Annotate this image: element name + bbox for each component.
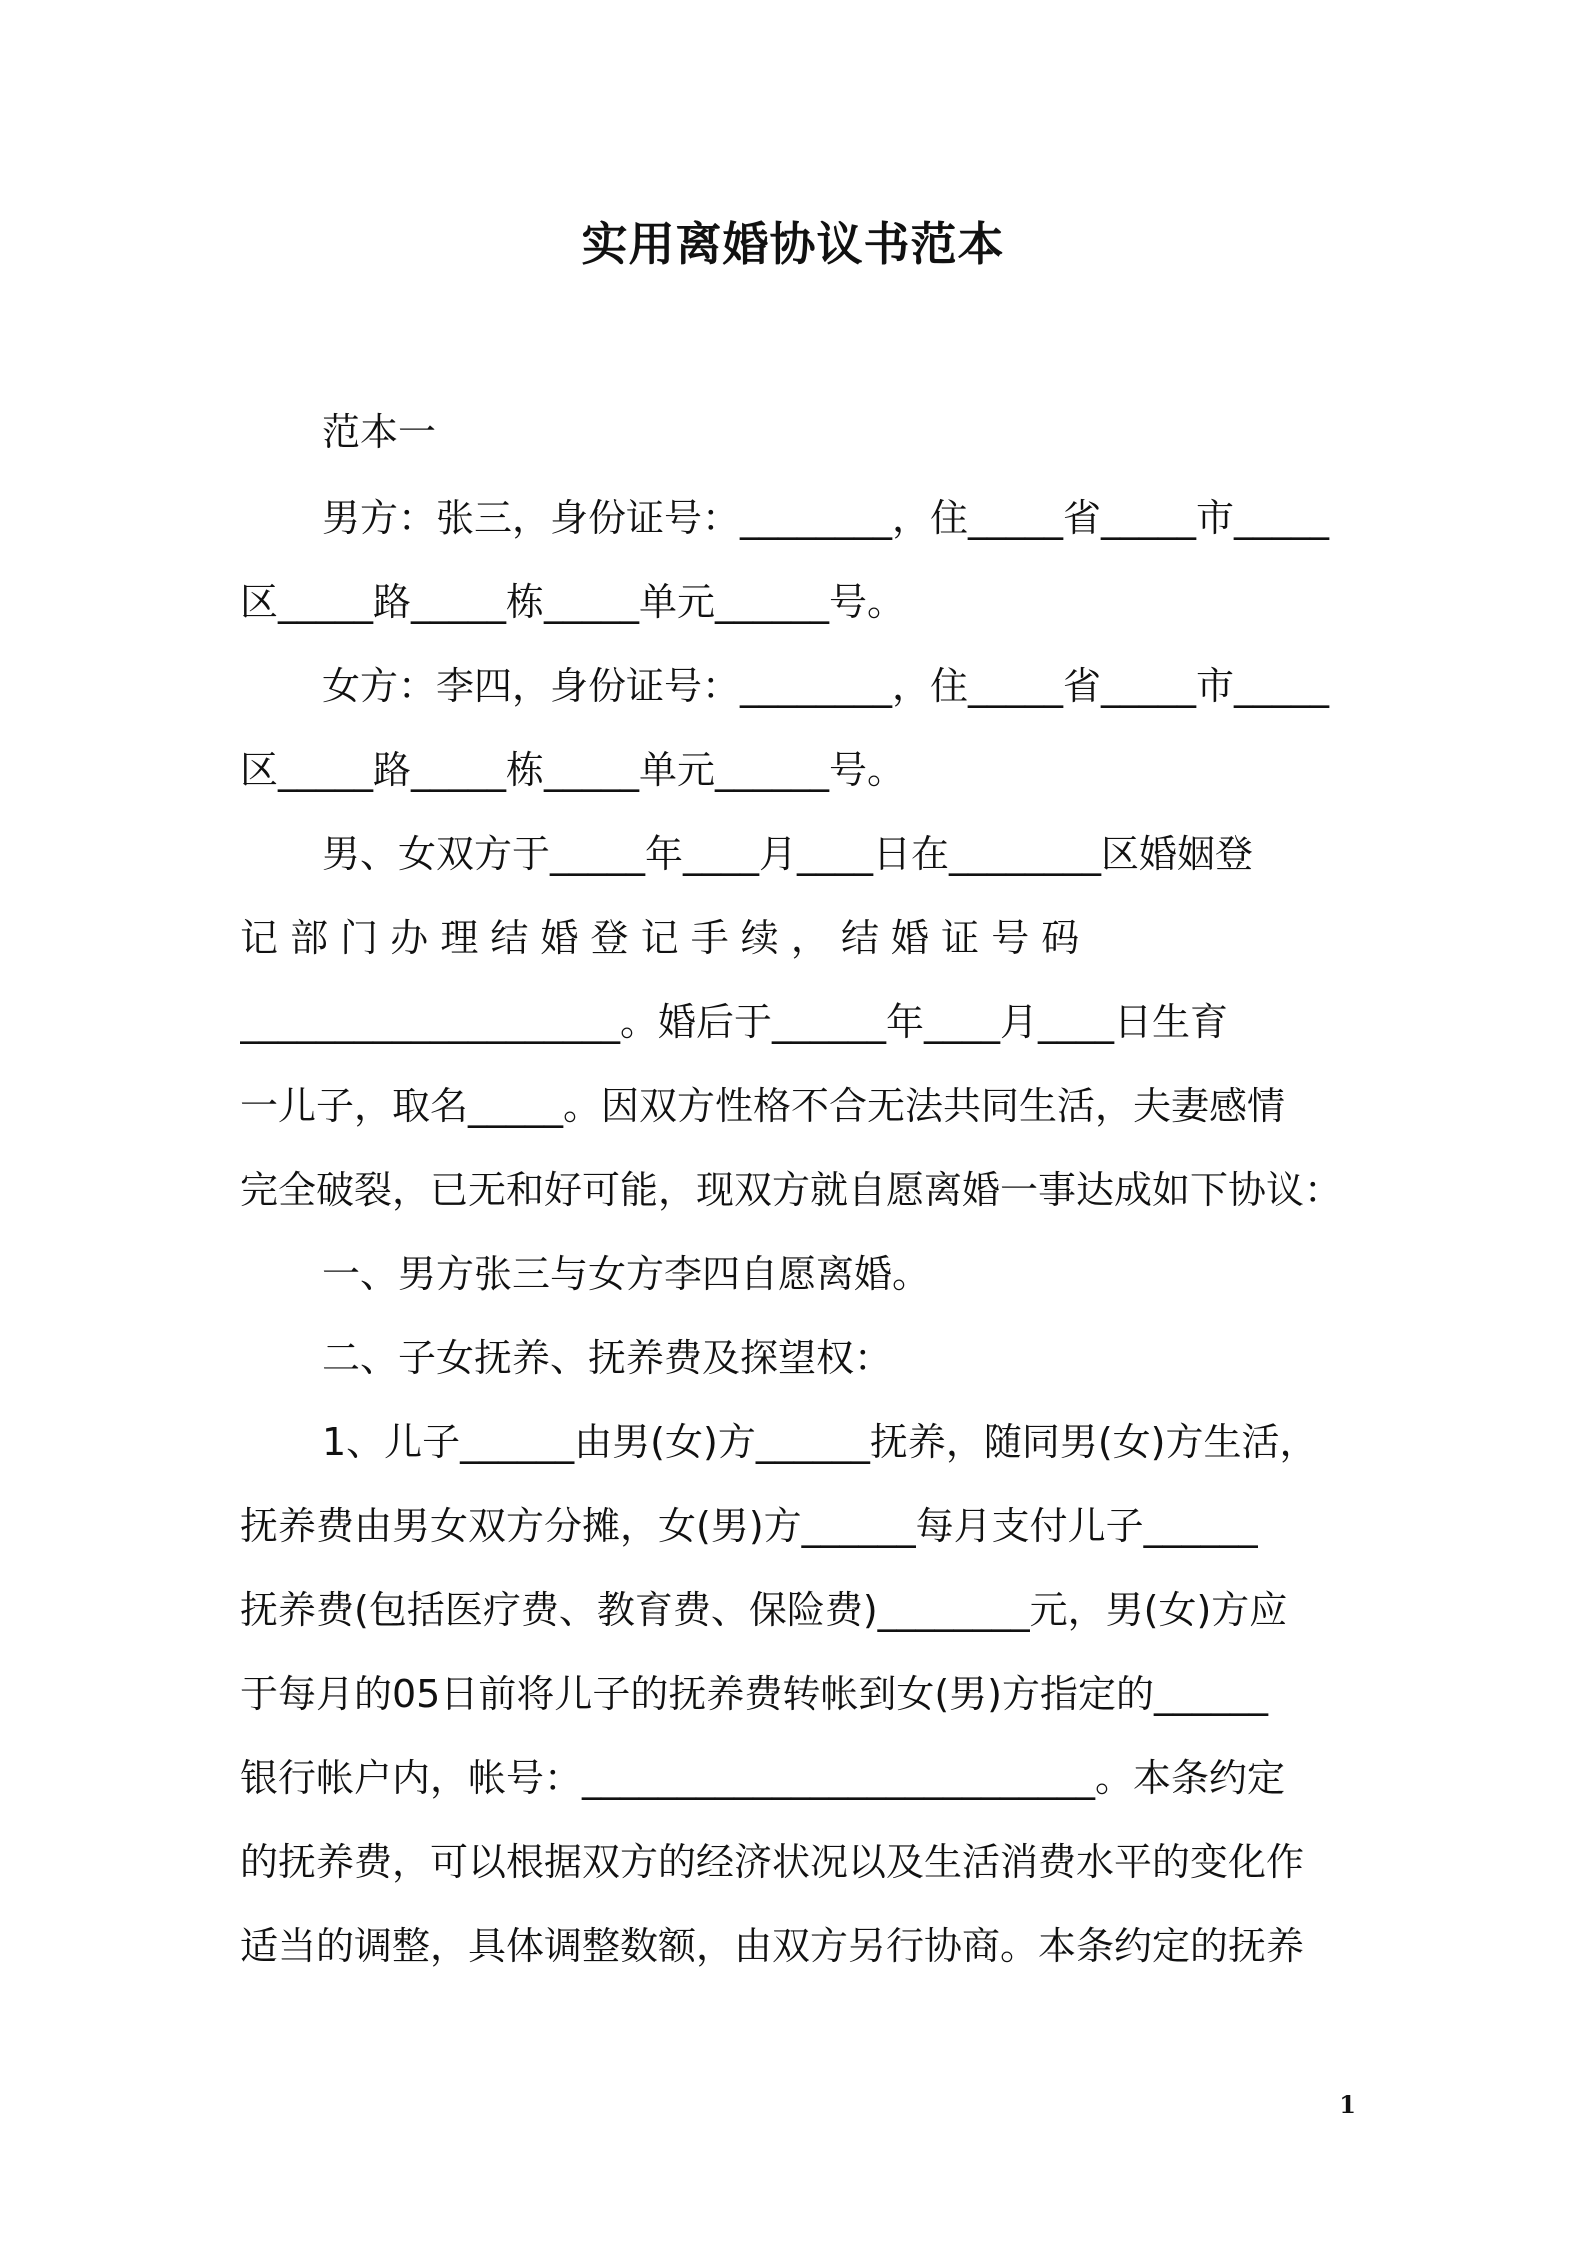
paragraph-line: 抚养费(包括医疗费、教育费、保险费)________元，男(女)方应	[240, 1588, 1288, 1632]
paragraph-line: 区_____路_____栋_____单元______号。	[240, 748, 906, 792]
paragraph-line: 记 部 门 办 理 结 婚 登 记 手 续 ， 结 婚 证 号 码	[240, 916, 1080, 960]
paragraph-line: 一、男方张三与女方李四自愿离婚。	[322, 1252, 931, 1296]
paragraph-line: 二、子女抚养、抚养费及探望权：	[322, 1336, 893, 1380]
paragraph-line: 完全破裂，已无和好可能，现双方就自愿离婚一事达成如下协议：	[240, 1168, 1343, 1212]
page-number: 1	[1339, 2090, 1356, 2119]
paragraph-line: 适当的调整，具体调整数额，由双方另行协商。本条约定的抚养	[240, 1924, 1305, 1968]
paragraph-line: 1、儿子______由男(女)方______抚养，随同男(女)方生活，	[322, 1420, 1318, 1464]
paragraph-line: 男方：张三，身份证号：________，住_____省_____市_____	[322, 496, 1330, 540]
paragraph-line: 区_____路_____栋_____单元______号。	[240, 580, 906, 624]
paragraph-line: 于每月的05日前将儿子的抚养费转帐到女(男)方指定的______	[240, 1672, 1269, 1716]
section-heading: 范本一	[322, 410, 437, 454]
paragraph-line: 抚养费由男女双方分摊，女(男)方______每月支付儿子______	[240, 1504, 1258, 1548]
paragraph-line: 一儿子，取名_____。因双方性格不合无法共同生活，夫妻感情	[240, 1084, 1286, 1128]
paragraph-line: 男、女双方于_____年____月____日在________区婚姻登	[322, 832, 1254, 876]
paragraph-line: 的抚养费，可以根据双方的经济状况以及生活消费水平的变化作	[240, 1840, 1305, 1884]
document-title: 实用离婚协议书范本	[581, 217, 1005, 271]
paragraph-line: 银行帐户内，帐号：___________________________。本条约定	[240, 1756, 1286, 1800]
paragraph-line: 女方：李四，身份证号：________，住_____省_____市_____	[322, 664, 1330, 708]
paragraph-line: ____________________。婚后于______年____月____日生育	[240, 1000, 1229, 1044]
